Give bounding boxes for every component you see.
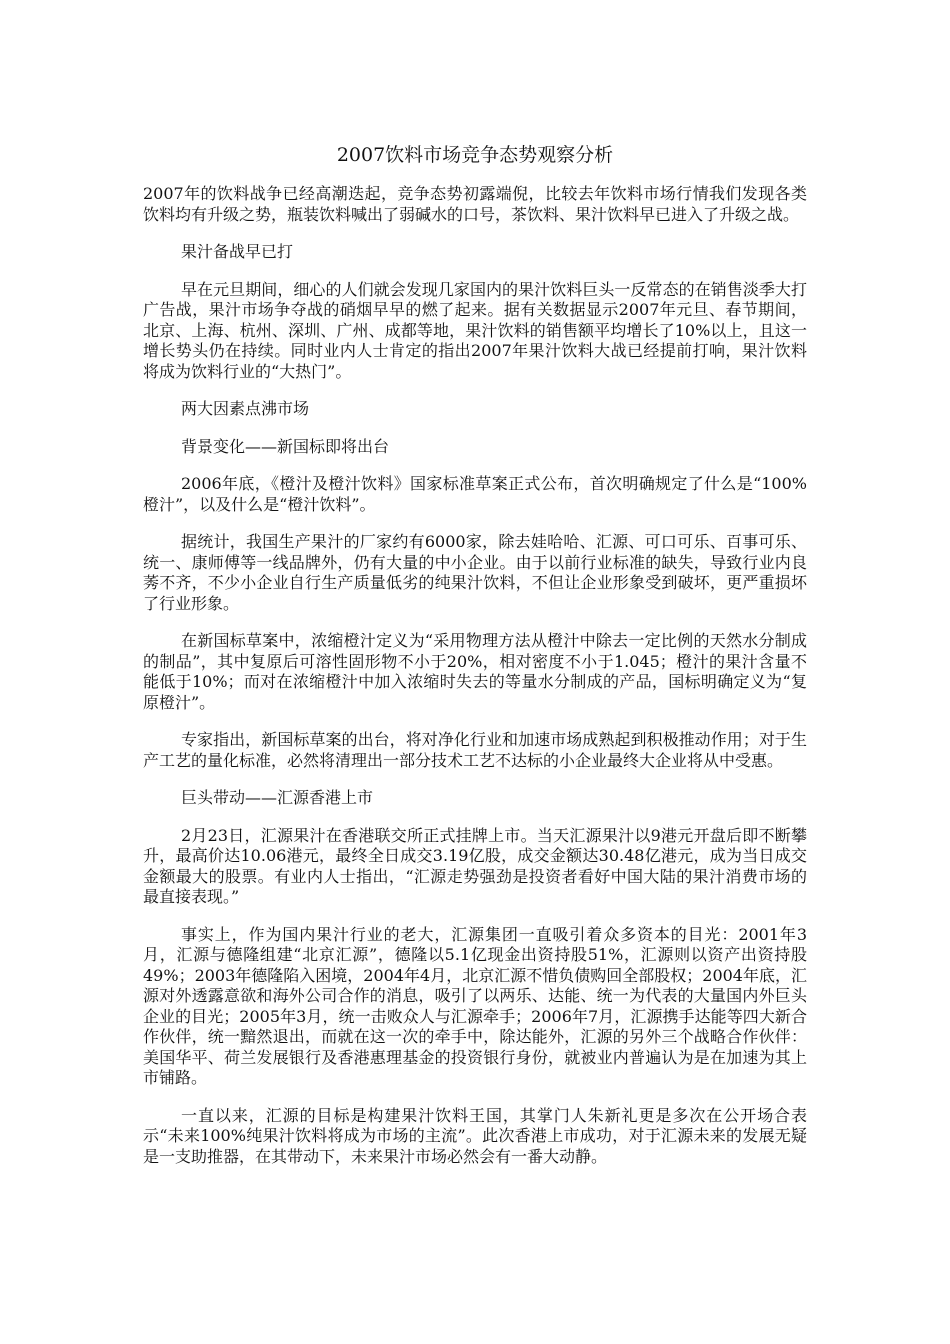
- subheading-new-standard: 背景变化——新国标即将出台: [181, 436, 390, 456]
- paragraph-concentrate-definition: 在新国标草案中，浓缩橙汁定义为“采用物理方法从橙汁中除去一定比例的天然水分制成的制品”，其中复原后可溶性固形物不小于20%，相对密度不小于1.045；橙汁的果汁含量不能低于10%；而对在浓缩橙汁中加入浓缩时失去的等量水分制成的产品，国标明确定义为“复原橙汁”。: [143, 631, 807, 712]
- paragraph-manufacturer-statistics: 据统计，我国生产果汁的厂家约有6000家，除去娃哈哈、汇源、可口可乐、百事可乐、统一、康师傅等一线品牌外，仍有大量的中小企业。由于以前行业标准的缺失，导致行业内良莠不齐，不少小企业自行生产质量低劣的纯果汁饮料，不但让企业形象受到破坏，更严重损坏了行业形象。: [143, 532, 807, 613]
- paragraph-future-outlook: 一直以来，汇源的目标是构建果汁饮料王国，其掌门人朱新礼更是多次在公开场合表示“未来100%纯果汁饮料将成为市场的主流”。此次香港上市成功，对于汇源未来的发展无疑是一支助推器，在其带动下，未来果汁市场必然会有一番大动静。: [143, 1105, 807, 1166]
- paragraph-new-year-sales: 早在元旦期间，细心的人们就会发现几家国内的果汁饮料巨头一反常态的在销售淡季大打广告战，果汁市场争夺战的硝烟早早的燃了起来。据有关数据显示2007年元旦、春节期间，北京、上海、杭州、深圳、广州、成都等地，果汁饮料的销售额平均增长了10%以上，且这一增长势头仍在持续。同时业内人士肯定的指出2007年果汁饮料大战已经提前打响，果汁饮料将成为饮料行业的“大热门”。: [143, 279, 807, 381]
- paragraph-listing-day: 2月23日，汇源果汁在香港联交所正式挂牌上市。当天汇源果汁以9港元开盘后即不断攀升，最高价达10.06港元，最终全日成交3.19亿股，成交金额达30.48亿港元，成为当日成交金额最大的股票。有业内人士指出，“汇源走势强劲是投资者看好中国大陆的果汁消费市场的最直接表现。”: [143, 825, 807, 906]
- section-heading-juice-war: 果汁备战早已打: [181, 242, 294, 261]
- section-heading-two-factors: 两大因素点沸市场: [181, 399, 310, 418]
- intro-paragraph: 2007年的饮料战争已经高潮迭起，竞争态势初露端倪，比较去年饮料市场行情我们发现各类饮料均有升级之势，瓶装饮料喊出了弱碱水的口号，茶饮料、果汁饮料早已进入了升级之战。: [143, 184, 807, 224]
- paragraph-expert-opinion: 专家指出，新国标草案的出台，将对净化行业和加速市场成熟起到积极推动作用；对于生产工艺的量化标准，必然将清理出一部分技术工艺不达标的小企业最终大企业将从中受惠。: [143, 730, 807, 770]
- document-body: [143, 143, 807, 1184]
- paragraph-capital-history: 事实上，作为国内果汁行业的老大，汇源集团一直吸引着众多资本的目光：2001年3月，汇源与德隆组建“北京汇源”，德隆以5.1亿现金出资持股51%，汇源则以资产出资持股49%；2003年德隆陷入困境，2004年4月，北京汇源不惜负债购回全部股权；2004年底，汇源对外透露意欲和海外公司合作的消息，吸引了以两乐、达能、统一为代表的大量国内外巨头企业的目光；2005年3月，统一击败众人与汇源牵手；2006年7月，汇源携手达能等四大新合作伙伴，统一黯然退出，而就在这一次的牵手中，除达能外，汇源的另外三个战略合作伙伴：美国华平、荷兰发展银行及香港惠理基金的投资银行身份，就被业内普遍认为是在加速为其上市铺路。: [143, 924, 807, 1087]
- subheading-huiyuan-listing: 巨头带动——汇源香港上市: [181, 788, 374, 807]
- document-title: 2007饮料市场竞争态势观察分析: [336, 144, 614, 166]
- paragraph-standard-draft: 2006年底，《橙汁及橙汁饮料》国家标准草案正式公布，首次明确规定了什么是“100%橙汁”，以及什么是“橙汁饮料”。: [143, 474, 807, 514]
